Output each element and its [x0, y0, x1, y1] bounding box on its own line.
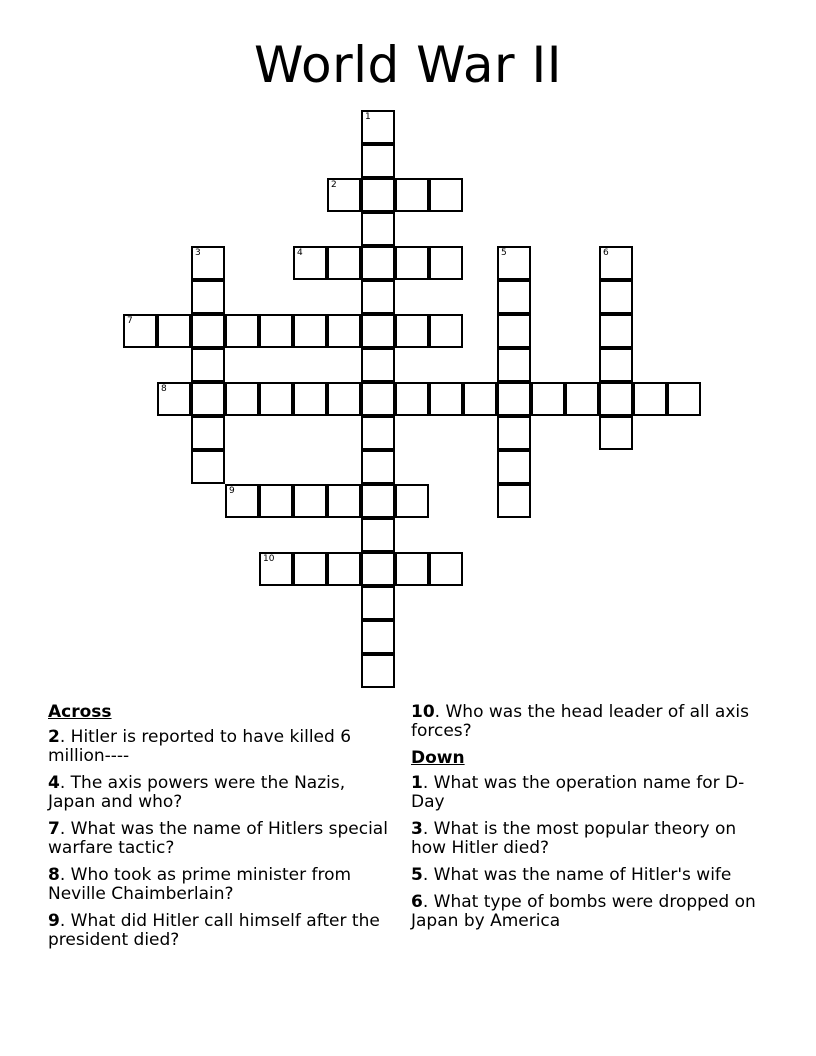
grid-cell[interactable]: [191, 314, 225, 348]
grid-cell[interactable]: [293, 246, 327, 280]
grid-cell[interactable]: [225, 382, 259, 416]
grid-cell[interactable]: [497, 246, 531, 280]
grid-cell[interactable]: [395, 314, 429, 348]
clue-number: 7: [48, 819, 60, 839]
grid-cell[interactable]: [327, 246, 361, 280]
across-clue-9: 9. What did Hitler call himself after the president died?: [48, 911, 380, 950]
clue-number: 1: [411, 773, 423, 793]
clue-text: What was the name of Hitlers special warfare tactic?: [48, 819, 388, 858]
grid-cell[interactable]: [667, 382, 701, 416]
cell-number: 6: [603, 248, 609, 258]
across-clue-10: 10. Who was the head leader of all axis forces?: [411, 702, 749, 741]
grid-cell[interactable]: [361, 314, 395, 348]
grid-cell[interactable]: [361, 144, 395, 178]
grid-cell[interactable]: [361, 450, 395, 484]
grid-cell[interactable]: [327, 178, 361, 212]
grid-cell[interactable]: [633, 382, 667, 416]
grid-cell[interactable]: [361, 348, 395, 382]
clues-left-column: [48, 703, 393, 958]
across-clue-8: 8. Who took as prime minister from Neville Chaimberlain?: [48, 865, 352, 904]
grid-cell[interactable]: [599, 416, 633, 450]
grid-cell[interactable]: [429, 382, 463, 416]
grid-cell[interactable]: [361, 518, 395, 552]
grid-cell[interactable]: [361, 586, 395, 620]
grid-cell[interactable]: [259, 314, 293, 348]
grid-cell[interactable]: [531, 382, 565, 416]
grid-cell[interactable]: [463, 382, 497, 416]
down-heading: Down: [411, 748, 465, 768]
clue-text: Hitler is reported to have killed 6 million----: [48, 727, 352, 766]
clue-text: What is the most popular theory on how Hitler died?: [411, 819, 737, 858]
grid-cell[interactable]: [429, 246, 463, 280]
clue-text: Who was the head leader of all axis forces?: [411, 702, 749, 741]
grid-cell[interactable]: [259, 484, 293, 518]
grid-cell[interactable]: [497, 280, 531, 314]
cell-number: 3: [195, 248, 201, 258]
clue-number: 5: [411, 865, 423, 885]
clue-number: 6: [411, 892, 423, 912]
across-clue-7: 7. What was the name of Hitlers special warfare tactic?: [48, 819, 388, 858]
cell-number: 5: [501, 248, 507, 258]
grid-cell[interactable]: [123, 314, 157, 348]
clue-text: What did Hitler call himself after the president died?: [48, 911, 380, 950]
grid-cell[interactable]: [361, 382, 395, 416]
cell-number: 9: [229, 486, 235, 496]
grid-cell[interactable]: [191, 416, 225, 450]
grid-cell[interactable]: [361, 212, 395, 246]
cell-number: 1: [365, 112, 371, 122]
cell-number: 10: [263, 554, 275, 564]
grid-cell[interactable]: [327, 314, 361, 348]
grid-cell[interactable]: [225, 314, 259, 348]
grid-cell[interactable]: [395, 484, 429, 518]
across-heading: Across: [48, 702, 112, 722]
grid-cell[interactable]: [293, 484, 327, 518]
grid-cell[interactable]: [497, 314, 531, 348]
grid-cell[interactable]: [361, 620, 395, 654]
grid-cell[interactable]: [599, 246, 633, 280]
clue-number: 10: [411, 702, 435, 722]
down-clue-3: 3. What is the most popular theory on how Hitler died?: [411, 819, 737, 858]
grid-cell[interactable]: [361, 280, 395, 314]
grid-cell[interactable]: [157, 314, 191, 348]
grid-cell[interactable]: [361, 110, 395, 144]
grid-cell[interactable]: [497, 484, 531, 518]
grid-cell[interactable]: [395, 382, 429, 416]
grid-cell[interactable]: [191, 382, 225, 416]
clue-text: The axis powers were the Nazis, Japan and who?: [48, 773, 346, 812]
grid-cell[interactable]: [293, 552, 327, 586]
clue-text: What was the name of Hitler's wife: [433, 865, 732, 885]
grid-cell[interactable]: [191, 348, 225, 382]
grid-cell[interactable]: [225, 484, 259, 518]
clue-number: 8: [48, 865, 60, 885]
grid-cell[interactable]: [497, 382, 531, 416]
grid-cell[interactable]: [293, 382, 327, 416]
grid-cell[interactable]: [429, 314, 463, 348]
cell-number: 7: [127, 316, 133, 326]
grid-cell[interactable]: [191, 280, 225, 314]
grid-cell[interactable]: [327, 552, 361, 586]
grid-cell[interactable]: [429, 552, 463, 586]
clue-number: 3: [411, 819, 423, 839]
grid-cell[interactable]: [361, 484, 395, 518]
cell-number: 8: [161, 384, 167, 394]
grid-cell[interactable]: [395, 246, 429, 280]
clue-text: Who took as prime minister from Neville Chaimberlain?: [48, 865, 352, 904]
cell-number: 2: [331, 180, 337, 190]
down-clue-6: 6. What type of bombs were dropped on Japan by America: [411, 892, 756, 931]
cell-number: 4: [297, 248, 303, 258]
down-clue-5: 5. What was the name of Hitler's wife: [411, 865, 732, 885]
page-title: World War II: [253, 36, 562, 94]
grid-cell[interactable]: [497, 348, 531, 382]
clues-right-column: [411, 703, 756, 939]
down-clue-1: 1. What was the operation name for D-Day: [411, 773, 745, 812]
grid-cell[interactable]: [565, 382, 599, 416]
grid-cell[interactable]: [497, 450, 531, 484]
grid-cell[interactable]: [191, 450, 225, 484]
clue-number: 9: [48, 911, 60, 931]
grid-cell[interactable]: [395, 552, 429, 586]
clue-text: What was the operation name for D-Day: [411, 773, 745, 812]
grid-cell[interactable]: [361, 416, 395, 450]
grid-cell[interactable]: [599, 348, 633, 382]
grid-cell[interactable]: [191, 246, 225, 280]
across-clue-4: 4. The axis powers were the Nazis, Japan and who?: [48, 773, 346, 812]
grid-cell[interactable]: [361, 552, 395, 586]
grid-cell[interactable]: [497, 416, 531, 450]
grid-cell[interactable]: [429, 178, 463, 212]
grid-cell[interactable]: [157, 382, 191, 416]
clue-number: 4: [48, 773, 60, 793]
grid-cell[interactable]: [599, 382, 633, 416]
grid-cell[interactable]: [327, 382, 361, 416]
grid-cell[interactable]: [361, 178, 395, 212]
across-clue-2: 2. Hitler is reported to have killed 6 million----: [48, 727, 352, 766]
clue-text: What type of bombs were dropped on Japan by America: [411, 892, 756, 931]
grid-cell[interactable]: [259, 382, 293, 416]
grid-cell[interactable]: [395, 178, 429, 212]
grid-cell[interactable]: [599, 314, 633, 348]
grid-cell[interactable]: [327, 484, 361, 518]
grid-cell[interactable]: [361, 654, 395, 688]
grid-cell[interactable]: [361, 246, 395, 280]
grid-cell[interactable]: [293, 314, 327, 348]
grid-cell[interactable]: [599, 280, 633, 314]
grid-cell[interactable]: [259, 552, 293, 586]
clue-number: 2: [48, 727, 60, 747]
